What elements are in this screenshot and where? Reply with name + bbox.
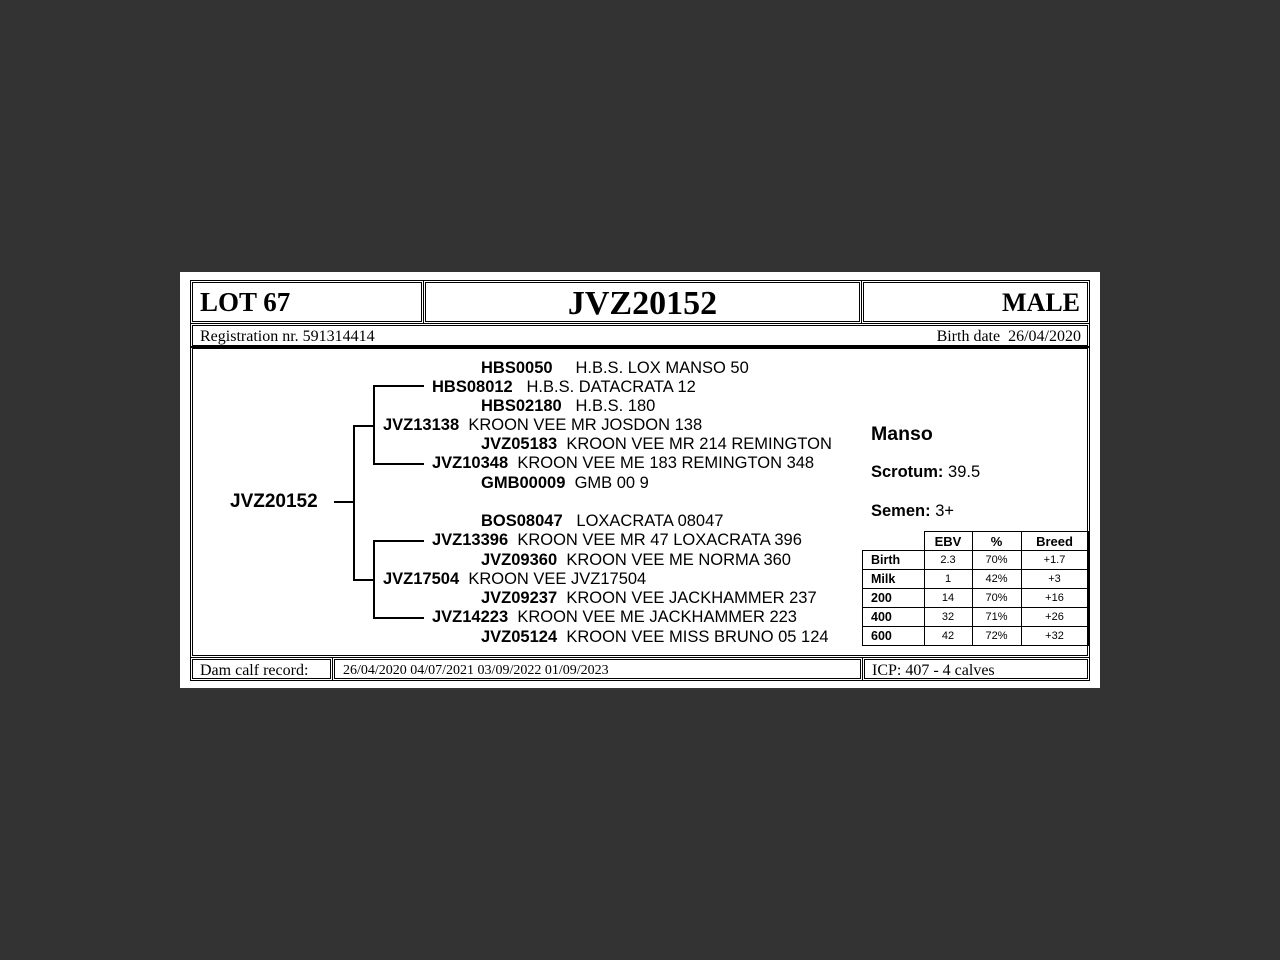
pedigree-id: JVZ09360 xyxy=(481,551,558,569)
pedigree-name: KROON VEE ME 183 REMINGTON 348 xyxy=(517,454,815,472)
ebv-header-row xyxy=(863,532,1089,551)
pedigree-id: JVZ13396 xyxy=(432,531,509,549)
ebv-table xyxy=(862,531,1089,646)
pedigree-name: KROON VEE JACKHAMMER 237 xyxy=(566,589,817,607)
ebv-value: 1 xyxy=(924,570,972,589)
ebv-breed: +16 xyxy=(1021,589,1088,608)
pedigree-id: JVZ09237 xyxy=(481,589,558,607)
pedigree-name: H.B.S. LOX MANSO 50 xyxy=(575,359,749,377)
pedigree-name: KROON VEE MR JOSDON 138 xyxy=(468,416,703,434)
pedigree-sire-dam-sire xyxy=(481,435,832,454)
animal-name: Manso xyxy=(871,423,933,445)
pedigree-dam-dam-sire xyxy=(481,589,817,608)
pedigree-sire-sire xyxy=(432,378,696,397)
pedigree-name: H.B.S. 180 xyxy=(575,397,656,415)
scrotum-label: Scrotum: xyxy=(871,463,944,481)
ebv-row-400 xyxy=(863,608,1089,627)
birth-date-value: 26/04/2020 xyxy=(1008,328,1081,345)
ebv-header-percent: % xyxy=(972,532,1021,551)
pedigree-id: HBS02180 xyxy=(481,397,562,415)
icp-box xyxy=(862,657,1090,681)
pedigree-sire-dam-dam xyxy=(481,474,649,493)
pedigree-name: KROON VEE MR 47 LOXACRATA 396 xyxy=(517,531,802,549)
pedigree-sire-dam xyxy=(432,454,814,473)
lot-box xyxy=(190,280,424,324)
registration-row xyxy=(190,323,1090,348)
dam-calf-dates: 26/04/2020 04/07/2021 03/09/2022 01/09/2023 xyxy=(343,663,609,678)
pedigree-id: JVZ05183 xyxy=(481,435,558,453)
semen-value: 3+ xyxy=(935,502,955,520)
pedigree-dam-sire-dam xyxy=(481,551,791,570)
ebv-value: 2.3 xyxy=(924,551,972,570)
ebv-breed: +3 xyxy=(1021,570,1088,589)
pedigree-dam-dam-dam xyxy=(481,628,829,647)
registration-info xyxy=(200,328,375,346)
birth-date-label: Birth date xyxy=(936,328,1001,345)
ebv-value: 32 xyxy=(924,608,972,627)
ebv-value: 14 xyxy=(924,589,972,608)
pedigree-name: KROON VEE ME NORMA 360 xyxy=(566,551,791,569)
animal-id-title: JVZ20152 xyxy=(567,285,718,322)
pedigree-subject: JVZ20152 xyxy=(230,491,318,512)
ebv-row-200 xyxy=(863,589,1089,608)
pedigree-name: KROON VEE JVZ17504 xyxy=(468,570,647,588)
pedigree-id: JVZ10348 xyxy=(432,454,509,472)
pedigree-dam-sire-sire xyxy=(481,512,723,531)
pedigree-id: HBS0050 xyxy=(481,359,553,377)
pedigree-id: JVZ17504 xyxy=(383,570,460,588)
ebv-header-ebv: EBV xyxy=(924,532,972,551)
icp-info: ICP: 407 - 4 calves xyxy=(872,662,995,679)
pedigree-sire-sire-sire xyxy=(481,359,749,378)
ebv-breed: +1.7 xyxy=(1021,551,1088,570)
ebv-breed: +32 xyxy=(1021,627,1088,646)
ebv-row-label: 600 xyxy=(863,627,925,646)
sex-box xyxy=(861,280,1090,324)
pedigree-name: KROON VEE MR 214 REMINGTON xyxy=(566,435,832,453)
pedigree-sire xyxy=(383,416,702,435)
pedigree-dam xyxy=(383,570,646,589)
ebv-row-label: Birth xyxy=(863,551,925,570)
pedigree-id: JVZ13138 xyxy=(383,416,460,434)
ebv-row-birth xyxy=(863,551,1089,570)
ebv-percent: 72% xyxy=(972,627,1021,646)
pedigree-dam-dam xyxy=(432,608,797,627)
ebv-value: 42 xyxy=(924,627,972,646)
pedigree-id: BOS08047 xyxy=(481,512,563,530)
pedigree-id: GMB00009 xyxy=(481,474,566,492)
animal-id-box xyxy=(423,280,862,324)
dam-calf-record-label: Dam calf record: xyxy=(200,662,309,679)
scrotum-value: 39.5 xyxy=(948,463,981,481)
pedigree-id: JVZ05124 xyxy=(481,628,558,646)
lot-number: LOT 67 xyxy=(200,287,291,317)
pedigree-sire-sire-dam xyxy=(481,397,655,416)
pedigree-name: KROON VEE ME JACKHAMMER 223 xyxy=(517,608,797,626)
pedigree-name: H.B.S. DATACRATA 12 xyxy=(526,378,696,396)
scrotum-info xyxy=(871,463,980,482)
ebv-row-milk xyxy=(863,570,1089,589)
ebv-breed: +26 xyxy=(1021,608,1088,627)
ebv-percent: 71% xyxy=(972,608,1021,627)
ebv-percent: 42% xyxy=(972,570,1021,589)
semen-info xyxy=(871,502,954,521)
lot-card xyxy=(180,272,1100,688)
pedigree-name: GMB 00 9 xyxy=(574,474,649,492)
ebv-row-label: 200 xyxy=(863,589,925,608)
dam-dates-box xyxy=(332,657,863,681)
birth-date-info xyxy=(937,328,1081,346)
sex-label: MALE xyxy=(1002,288,1080,317)
registration-number: 591314414 xyxy=(302,328,375,345)
ebv-row-label: Milk xyxy=(863,570,925,589)
pedigree-dam-sire xyxy=(432,531,802,550)
dam-label-box xyxy=(190,657,333,681)
ebv-row-label: 400 xyxy=(863,608,925,627)
ebv-header-breed: Breed xyxy=(1021,532,1088,551)
registration-label: Registration nr. xyxy=(200,328,299,345)
semen-label: Semen: xyxy=(871,502,931,520)
ebv-percent: 70% xyxy=(972,589,1021,608)
pedigree-id: JVZ14223 xyxy=(432,608,509,626)
pedigree-name: KROON VEE MISS BRUNO 05 124 xyxy=(566,628,829,646)
ebv-row-600 xyxy=(863,627,1089,646)
pedigree-name: LOXACRATA 08047 xyxy=(576,512,724,530)
pedigree-id: HBS08012 xyxy=(432,378,513,396)
ebv-percent: 70% xyxy=(972,551,1021,570)
